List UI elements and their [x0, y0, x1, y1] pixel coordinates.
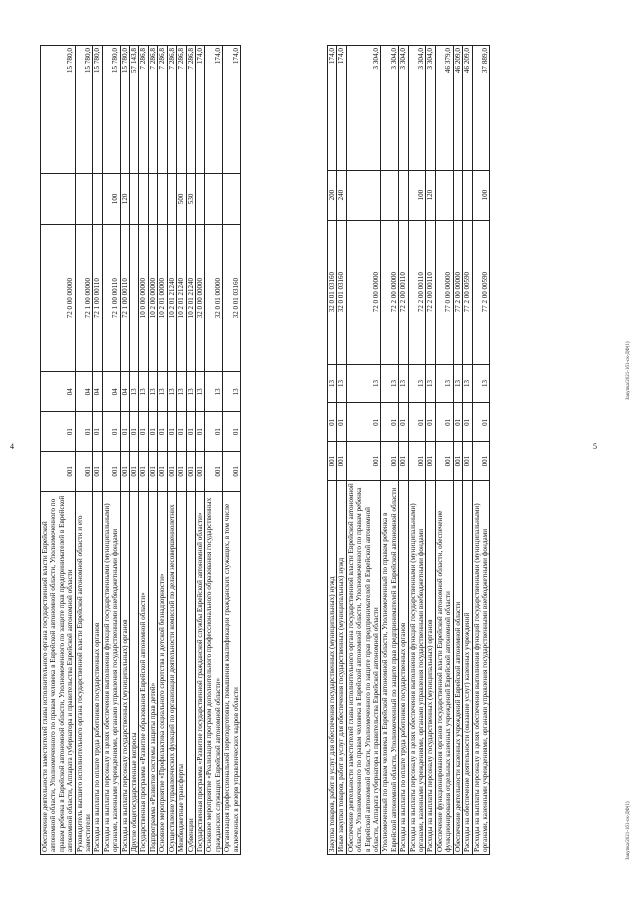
row-code-razdel: 01: [223, 412, 241, 452]
row-code-vr: [130, 173, 139, 224]
budget-table: [40, 45, 241, 855]
row-sum: 57 143,8: [130, 46, 139, 174]
row-code-podrazdel: 13: [139, 372, 148, 412]
row-description: Расходы на обеспечение деятельности (оказание услуг) казенных учреждений: [463, 480, 472, 854]
row-code-razdel: 01: [41, 412, 76, 452]
row-code-podrazdel: 13: [453, 364, 462, 403]
row-code-podrazdel: 13: [337, 364, 346, 403]
row-code-vr: [93, 173, 102, 224]
row-sum: 15 780,0: [102, 46, 120, 174]
row-code-razdel: 01: [453, 403, 462, 442]
table-row: [41, 46, 76, 855]
row-description: Субвенции: [186, 491, 195, 854]
row-code-razdel: 01: [130, 412, 139, 452]
row-code-vr: 120: [120, 173, 129, 224]
row-code-ved: 001: [328, 442, 337, 481]
row-sum: 7 286,8: [139, 46, 148, 174]
row-code-csr: 72 2 00 00110: [399, 220, 408, 364]
row-code-ved: 001: [148, 451, 157, 491]
row-code-ved: 001: [41, 451, 76, 491]
row-code-ved: 001: [435, 442, 453, 481]
row-code-ved: 001: [167, 451, 176, 491]
row-sum: 15 780,0: [41, 46, 76, 174]
row-sum: 15 780,0: [93, 46, 102, 174]
table-row: [167, 46, 176, 855]
row-code-vr: 100: [102, 173, 120, 224]
row-code-csr: [130, 224, 139, 372]
row-code-vr: 500: [177, 173, 186, 224]
table-row: [195, 46, 204, 855]
row-code-csr: 77 0 00 00000: [435, 220, 453, 364]
row-sum: 174,0: [205, 46, 223, 174]
row-code-vr: [148, 173, 157, 224]
table-row: [223, 46, 241, 855]
row-code-ved: 001: [346, 442, 381, 481]
row-code-podrazdel: 13: [158, 372, 167, 412]
row-code-vr: 530: [186, 173, 195, 224]
row-code-vr: [381, 170, 399, 220]
row-code-csr: 72 1 00 00110: [93, 224, 102, 372]
row-description: Другие общегосударственные вопросы: [130, 491, 139, 854]
row-code-csr: 72 1 00 00110: [102, 224, 120, 372]
row-code-podrazdel: 13: [463, 364, 472, 403]
row-sum: 3 304,0: [426, 46, 435, 171]
row-description: Обеспечение деятельности казенных учреждений Еврейской автономной области: [453, 480, 462, 854]
row-code-csr: 10 2 01 21240: [186, 224, 195, 372]
row-code-podrazdel: 13: [205, 372, 223, 412]
row-code-csr: 72 0 00 00000: [41, 224, 76, 372]
row-description: Организация профессиональной переподготовки, повышения квалификации гражданских служащих, в том числе включенных в резерв управленческих кадров области: [223, 491, 241, 854]
row-code-vr: [205, 173, 223, 224]
row-description: Расходы на выплаты по оплате труда работников государственных органов: [93, 491, 102, 854]
row-code-ved: 001: [120, 451, 129, 491]
row-code-ved: 001: [205, 451, 223, 491]
row-code-ved: 001: [139, 451, 148, 491]
row-code-vr: [41, 173, 76, 224]
page-number-right: 5: [593, 442, 597, 451]
row-code-podrazdel: 04: [102, 372, 120, 412]
row-description: Расходы на выплаты персоналу в целях обеспечения выполнения функций государственными (муниципальными) органами, казенными учреждениями, органами управления государственными внебюджетными фондами: [102, 491, 120, 854]
row-sum: 7 286,8: [167, 46, 176, 174]
row-sum: 7 286,8: [186, 46, 195, 174]
row-code-csr: 72 2 00 00110: [408, 220, 426, 364]
row-code-vr: [346, 170, 381, 220]
row-code-csr: 72 2 00 00110: [426, 220, 435, 364]
row-sum: 174,0: [223, 46, 241, 174]
row-code-csr: 72 1 00 00000: [75, 224, 93, 372]
row-code-podrazdel: 13: [195, 372, 204, 412]
row-description: Межбюджетные трансферты: [177, 491, 186, 854]
row-code-razdel: 01: [435, 403, 453, 442]
row-code-podrazdel: 04: [93, 372, 102, 412]
row-code-csr: 72 1 00 00110: [120, 224, 129, 372]
table-row: [408, 46, 426, 855]
row-code-podrazdel: 13: [186, 372, 195, 412]
row-sum: 3 304,0: [381, 46, 399, 171]
row-code-razdel: 01: [472, 403, 490, 442]
row-description: Расходы на выплаты персоналу в целях обеспечения выполнения функций государственными (муниципальными) органами, казенными учреждениями, органами управления государственными внебюджетными фондами: [472, 480, 490, 854]
row-code-ved: 001: [408, 442, 426, 481]
row-code-podrazdel: 13: [381, 364, 399, 403]
row-sum: 46 209,0: [463, 46, 472, 171]
row-code-razdel: 01: [167, 412, 176, 452]
row-code-podrazdel: 13: [167, 372, 176, 412]
table-row: [139, 46, 148, 855]
row-code-razdel: 01: [186, 412, 195, 452]
row-code-razdel: 01: [337, 403, 346, 442]
row-code-vr: [195, 173, 204, 224]
row-sum: 7 286,8: [158, 46, 167, 174]
row-code-razdel: 01: [158, 412, 167, 452]
row-code-razdel: 01: [205, 412, 223, 452]
row-code-podrazdel: 13: [223, 372, 241, 412]
row-description: Уполномоченный по правам человека в Еврейской автономной области, Уполномоченный по правам ребенка в Еврейской автономной области, Уполномоченный по защите прав предпринимателей в Еврейской автономной области: [381, 480, 399, 854]
row-code-vr: [158, 173, 167, 224]
table-row: [463, 46, 472, 855]
row-code-podrazdel: 13: [435, 364, 453, 403]
row-code-csr: 32 0 01 03160: [337, 220, 346, 364]
row-code-csr: 72 2 00 00000: [381, 220, 399, 364]
row-code-vr: [167, 173, 176, 224]
row-code-podrazdel: 13: [148, 372, 157, 412]
row-code-podrazdel: 13: [130, 372, 139, 412]
table-row: [337, 46, 346, 855]
row-code-csr: 10 0 00 00000: [139, 224, 148, 372]
row-code-ved: 001: [453, 442, 462, 481]
table-row: [93, 46, 102, 855]
row-description: Расходы на выплаты персоналу в целях обеспечения выполнения функций государственными (муниципальными) органами, казенными учреждениями, органами управления государственными внебюджетными фондами: [408, 480, 426, 854]
row-sum: 7 286,8: [148, 46, 157, 174]
row-code-ved: 001: [337, 442, 346, 481]
table-row: [148, 46, 157, 855]
row-description: Иные закупки товаров, работ и услуг для обеспечения государственных (муниципальных) нужд: [337, 480, 346, 854]
row-code-vr: [75, 173, 93, 224]
row-description: Осуществление управленческих функций по организации деятельности комиссий по делам несовершеннолетних: [167, 491, 176, 854]
row-description: Расходы на выплаты персоналу государственных (муниципальных) органов: [120, 491, 129, 854]
row-code-csr: 10 2 01 21240: [167, 224, 176, 372]
row-sum: 46 379,0: [435, 46, 453, 171]
table-row: [435, 46, 453, 855]
row-code-razdel: 01: [148, 412, 157, 452]
row-code-razdel: 01: [75, 412, 93, 452]
row-code-ved: 001: [223, 451, 241, 491]
row-code-razdel: 01: [139, 412, 148, 452]
row-description: Подпрограмма «Развитие системы защиты прав детей»: [148, 491, 157, 854]
row-description: Основное мероприятие «Профилактика социального сиротства и детской безнадзорности»: [158, 491, 167, 854]
row-code-csr: 77 2 00 00590: [463, 220, 472, 364]
row-sum: 37 889,0: [472, 46, 490, 171]
table-row: [346, 46, 381, 855]
row-code-vr: 200: [328, 170, 337, 220]
row-code-ved: 001: [75, 451, 93, 491]
row-code-podrazdel: 13: [399, 364, 408, 403]
row-code-csr: 10 2 00 00000: [148, 224, 157, 372]
table-row: [205, 46, 223, 855]
table-row: [130, 46, 139, 855]
row-code-razdel: 01: [408, 403, 426, 442]
table-row: [328, 46, 337, 855]
row-code-podrazdel: 04: [75, 372, 93, 412]
row-code-ved: 001: [381, 442, 399, 481]
row-code-csr: 72 0 00 00000: [346, 220, 381, 364]
row-sum: 46 209,0: [453, 46, 462, 171]
row-code-podrazdel: 13: [177, 372, 186, 412]
row-sum: 3 304,0: [399, 46, 408, 171]
row-code-podrazdel: 13: [408, 364, 426, 403]
table-row: [426, 46, 435, 855]
row-code-ved: 001: [102, 451, 120, 491]
budget-table-page-5: [327, 45, 607, 855]
row-sum: 174,0: [195, 46, 204, 174]
row-sum: 174,0: [337, 46, 346, 171]
row-code-razdel: 01: [346, 403, 381, 442]
row-code-podrazdel: 13: [426, 364, 435, 403]
table-row: [472, 46, 490, 855]
row-code-podrazdel: 13: [346, 364, 381, 403]
table-row: [399, 46, 408, 855]
row-code-razdel: 01: [381, 403, 399, 442]
page-number-left: 4: [10, 442, 14, 451]
row-sum: 15 780,0: [75, 46, 93, 174]
row-code-csr: 32 0 00 00000: [195, 224, 204, 372]
row-code-vr: 120: [426, 170, 435, 220]
row-code-vr: [223, 173, 241, 224]
row-code-podrazdel: 13: [472, 364, 490, 403]
row-code-vr: [453, 170, 462, 220]
row-description: Обеспечение функционирования органов государственной власти Еврейской автономной области, обеспечение функционирования отдельных казенных учреждений Еврейской автономной области: [435, 480, 453, 854]
row-code-ved: 001: [177, 451, 186, 491]
row-code-ved: 001: [426, 442, 435, 481]
row-code-vr: [435, 170, 453, 220]
row-description: Обеспечение деятельности заместителей главы исполнительного органа государственной власти Еврейской автономной области, Уполномоченного по правам человека в Еврейской автономной области, Уполномоченного по правам ребенка в Еврейской автономной области, Уполномоченного по защите прав предпринимателей в Еврейской автономной области, Аппарата губернатора и правительства Еврейской автономной области: [41, 491, 76, 854]
row-code-razdel: 01: [93, 412, 102, 452]
row-code-csr: 32 0 01 00000: [205, 224, 223, 372]
row-code-csr: 32 0 01 03160: [328, 220, 337, 364]
row-code-csr: 10 2 01 00000: [158, 224, 167, 372]
row-code-ved: 001: [93, 451, 102, 491]
row-description: Руководитель высшего исполнительного органа государственной власти Еврейской автономной области и его заместители: [75, 491, 93, 854]
table-row: [381, 46, 399, 855]
row-description: Расходы на выплаты персоналу государственных (муниципальных) органов: [426, 480, 435, 854]
row-code-ved: 001: [158, 451, 167, 491]
row-code-vr: 100: [472, 170, 490, 220]
row-description: Обеспечение деятельности заместителей главы исполнительного органа государственной власти Еврейской автономной области, Уполномоченного по правам человека в Еврейской автономной области, Уполномоченного по правам ребенка в Еврейской автономной области, Уполномоченного по защите прав предпринимателей в Еврейской автономной области, Аппарата губернатора и правительства Еврейской автономной области: [346, 480, 381, 854]
table-row: [102, 46, 120, 855]
row-sum: 174,0: [328, 46, 337, 171]
row-sum: 3 304,0: [346, 46, 381, 171]
row-code-podrazdel: 13: [328, 364, 337, 403]
row-code-ved: 001: [472, 442, 490, 481]
budget-table-page-4: [40, 45, 305, 855]
row-code-csr: 10 2 01 21240: [177, 224, 186, 372]
row-code-ved: 001: [463, 442, 472, 481]
row-code-csr: 77 2 00 00590: [472, 220, 490, 364]
row-description: Расходы на выплаты по оплате труда работников государственных органов: [399, 480, 408, 854]
budget-table: [327, 45, 490, 855]
row-code-ved: 001: [186, 451, 195, 491]
row-code-razdel: 01: [177, 412, 186, 452]
table-row: [453, 46, 462, 855]
row-code-csr: 32 0 01 03160: [223, 224, 241, 372]
row-description: Основное мероприятие «Реализация программ дополнительного профессионального образования государственных гражданских служащих Еврейской автономной области»: [205, 491, 223, 854]
row-code-podrazdel: 04: [120, 372, 129, 412]
row-code-razdel: 01: [463, 403, 472, 442]
row-code-razdel: 01: [102, 412, 120, 452]
row-code-podrazdel: 04: [41, 372, 76, 412]
row-sum: 15 780,0: [120, 46, 129, 174]
row-code-razdel: 01: [120, 412, 129, 452]
row-code-vr: [463, 170, 472, 220]
row-description: Государственная программа «Развитие государственной гражданской службы Еврейской автономной области»: [195, 491, 204, 854]
footer-stamp-left: Закупка/2021-1б1-ск-ДФ(1): [626, 801, 631, 860]
row-code-razdel: 01: [426, 403, 435, 442]
footer-stamp-right: Закупка/2021-1б1-ск-ДФ(1): [626, 341, 631, 400]
row-code-vr: [139, 173, 148, 224]
table-row: [75, 46, 93, 855]
row-code-vr: [399, 170, 408, 220]
row-code-ved: 001: [130, 451, 139, 491]
row-sum: 3 304,0: [408, 46, 426, 171]
table-row: [120, 46, 129, 855]
row-code-razdel: 01: [399, 403, 408, 442]
row-code-razdel: 01: [328, 403, 337, 442]
row-description: Государственная программа «Развитие образования Еврейской автономной области»: [139, 491, 148, 854]
row-code-razdel: 01: [195, 412, 204, 452]
row-sum: 7 286,8: [177, 46, 186, 174]
row-description: Закупка товаров, работ и услуг для обеспечения государственных (муниципальных) нужд: [328, 480, 337, 854]
row-code-vr: 240: [337, 170, 346, 220]
table-row: [186, 46, 195, 855]
table-row: [177, 46, 186, 855]
row-code-vr: 100: [408, 170, 426, 220]
table-row: [158, 46, 167, 855]
row-code-csr: 77 2 00 00000: [453, 220, 462, 364]
row-code-ved: 001: [195, 451, 204, 491]
row-code-ved: 001: [399, 442, 408, 481]
